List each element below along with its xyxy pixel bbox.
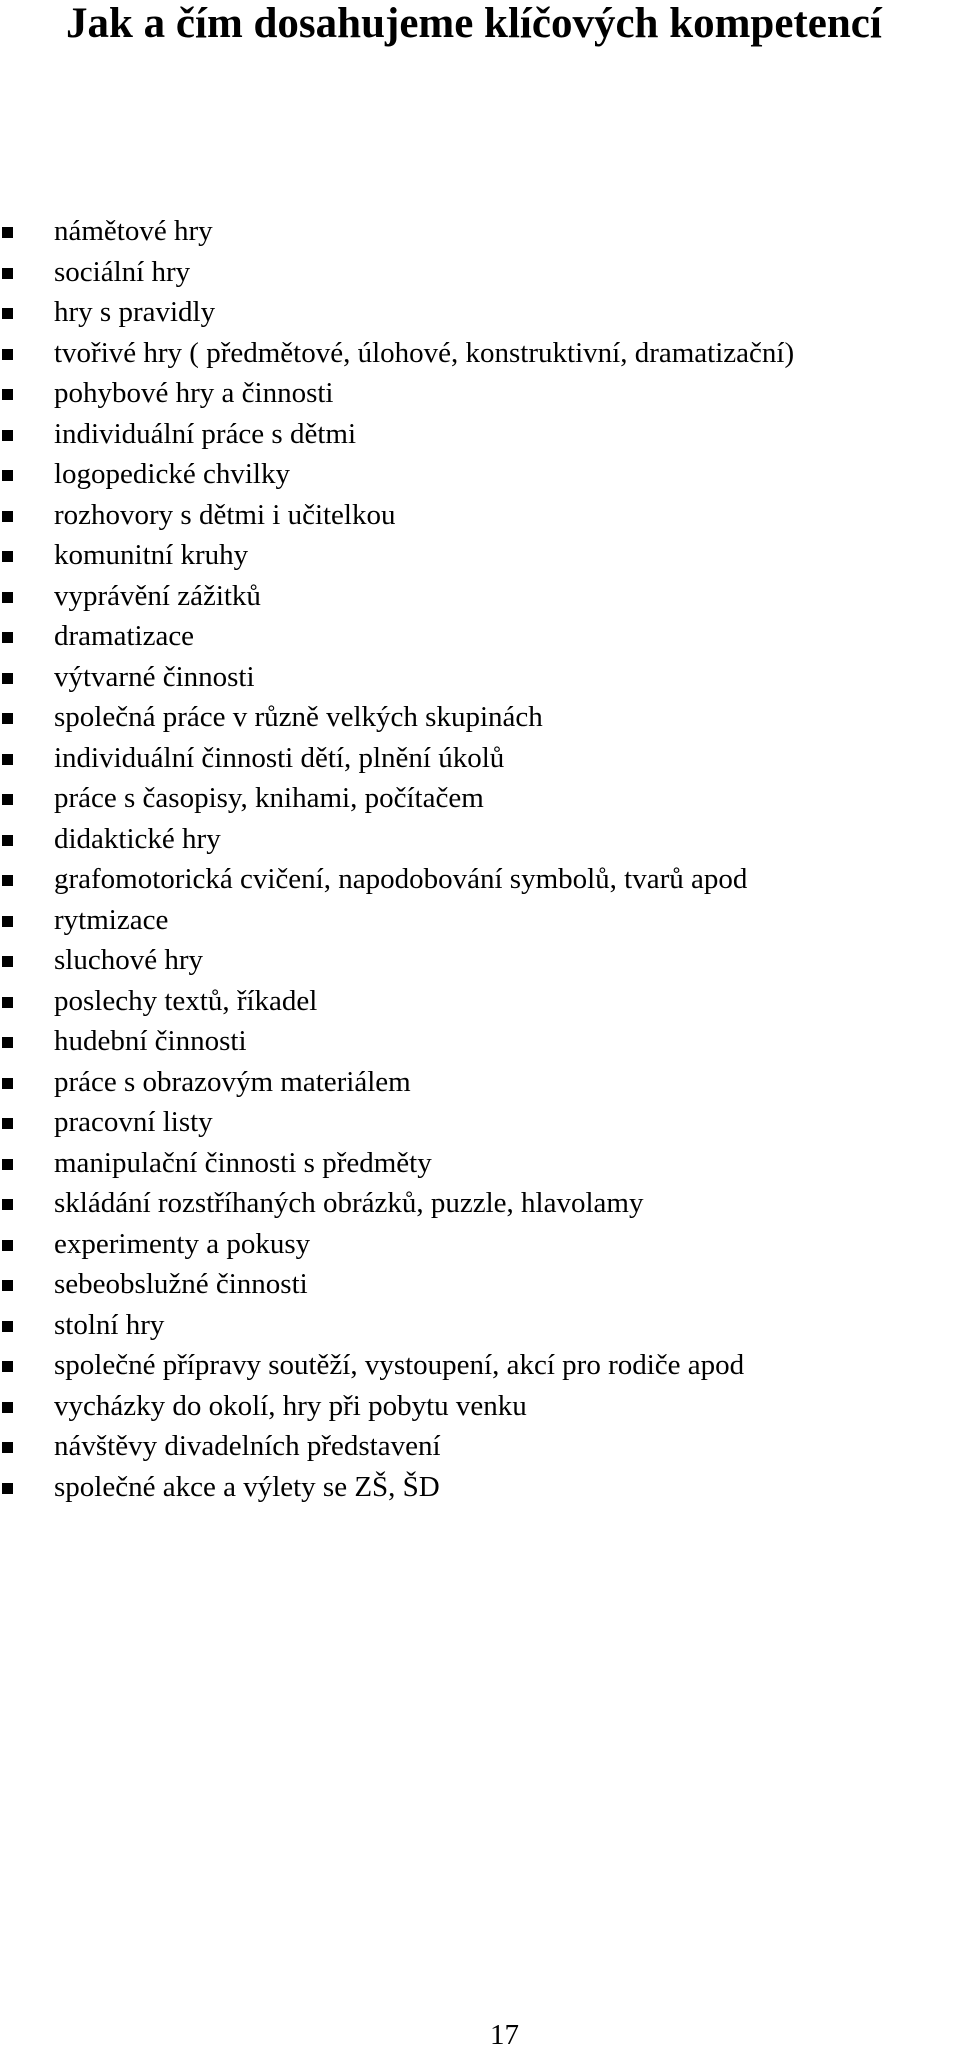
square-bullet-icon bbox=[2, 1240, 13, 1251]
square-bullet-icon bbox=[2, 1361, 13, 1372]
list-item-text: komunitní kruhy bbox=[54, 539, 249, 571]
square-bullet-icon bbox=[2, 1402, 13, 1413]
list-item-text: grafomotorická cvičení, napodobování symbolů, tvarů apod bbox=[54, 863, 748, 895]
square-bullet-icon bbox=[2, 470, 13, 481]
list-item-text: společné akce a výlety se ZŠ, ŠD bbox=[54, 1470, 440, 1503]
square-bullet-icon bbox=[2, 835, 13, 846]
square-bullet-icon bbox=[2, 1199, 13, 1210]
list-item-text: experimenty a pokusy bbox=[54, 1227, 311, 1260]
square-bullet-icon bbox=[2, 916, 13, 927]
square-bullet-icon bbox=[2, 1078, 13, 1089]
list-item-text: pracovní listy bbox=[54, 1106, 213, 1138]
list-item-text: výtvarné činnosti bbox=[54, 660, 255, 693]
list-item-text: hry s pravidly bbox=[54, 296, 216, 328]
list-item-text: sluchové hry bbox=[54, 944, 203, 976]
square-bullet-icon bbox=[2, 308, 13, 319]
list-item-text: společné přípravy soutěží, vystoupení, akcí pro rodiče apod bbox=[54, 1349, 745, 1381]
square-bullet-icon bbox=[2, 227, 13, 238]
square-bullet-icon bbox=[2, 1159, 13, 1170]
square-bullet-icon bbox=[2, 1483, 13, 1494]
square-bullet-icon bbox=[2, 1442, 13, 1453]
square-bullet-icon bbox=[2, 551, 13, 562]
square-bullet-icon bbox=[2, 592, 13, 603]
list-item-text: sociální hry bbox=[54, 255, 191, 288]
list-item-text: dramatizace bbox=[54, 620, 195, 652]
square-bullet-icon bbox=[2, 875, 13, 886]
list-item-text: manipulační činnosti s předměty bbox=[54, 1146, 432, 1179]
list-item-text: námětové hry bbox=[54, 215, 213, 247]
list-item-text: didaktické hry bbox=[54, 822, 221, 855]
list-item-text: pohybové hry a činnosti bbox=[54, 377, 334, 409]
square-bullet-icon bbox=[2, 632, 13, 643]
square-bullet-icon bbox=[2, 1118, 13, 1129]
list-item-text: hudební činnosti bbox=[54, 1025, 247, 1057]
square-bullet-icon bbox=[2, 956, 13, 967]
list-item-text: vyprávění zážitků bbox=[54, 579, 261, 612]
square-bullet-icon bbox=[2, 1037, 13, 1048]
list-item-text: sebeobslužné činnosti bbox=[54, 1268, 308, 1300]
square-bullet-icon bbox=[2, 713, 13, 724]
list-item-text: rytmizace bbox=[54, 903, 169, 936]
page-title: Jak a čím dosahujeme klíčových kompetencí bbox=[66, 0, 882, 47]
list-item-text: společná práce v různě velkých skupinách bbox=[54, 701, 543, 733]
list-item-text: práce s časopisy, knihami, počítačem bbox=[54, 782, 484, 814]
list-item-text: logopedické chvilky bbox=[54, 458, 290, 490]
list-item-text: poslechy textů, říkadel bbox=[54, 984, 318, 1017]
square-bullet-icon bbox=[2, 997, 13, 1008]
list-item-text: individuální činnosti dětí, plnění úkolů bbox=[54, 741, 505, 774]
square-bullet-icon bbox=[2, 673, 13, 684]
list-item-text: stolní hry bbox=[54, 1308, 165, 1341]
square-bullet-icon bbox=[2, 430, 13, 441]
square-bullet-icon bbox=[2, 794, 13, 805]
list-item-text: práce s obrazovým materiálem bbox=[54, 1065, 411, 1098]
square-bullet-icon bbox=[2, 511, 13, 522]
page-number: 17 bbox=[490, 2019, 519, 2051]
list-item-text: návštěvy divadelních představení bbox=[54, 1430, 441, 1462]
list-item-text: individuální práce s dětmi bbox=[54, 417, 357, 450]
square-bullet-icon bbox=[2, 389, 13, 400]
list-item-text: rozhovory s dětmi i učitelkou bbox=[54, 498, 396, 531]
square-bullet-icon bbox=[2, 754, 13, 765]
list-item-text: vycházky do okolí, hry při pobytu venku bbox=[54, 1389, 527, 1422]
square-bullet-icon bbox=[2, 349, 13, 360]
list-item-text: skládání rozstříhaných obrázků, puzzle, hlavolamy bbox=[54, 1187, 644, 1219]
square-bullet-icon bbox=[2, 1280, 13, 1291]
square-bullet-icon bbox=[2, 268, 13, 279]
list-item-text: tvořivé hry ( předmětové, úlohové, konstruktivní, dramatizační) bbox=[54, 336, 795, 369]
square-bullet-icon bbox=[2, 1321, 13, 1332]
